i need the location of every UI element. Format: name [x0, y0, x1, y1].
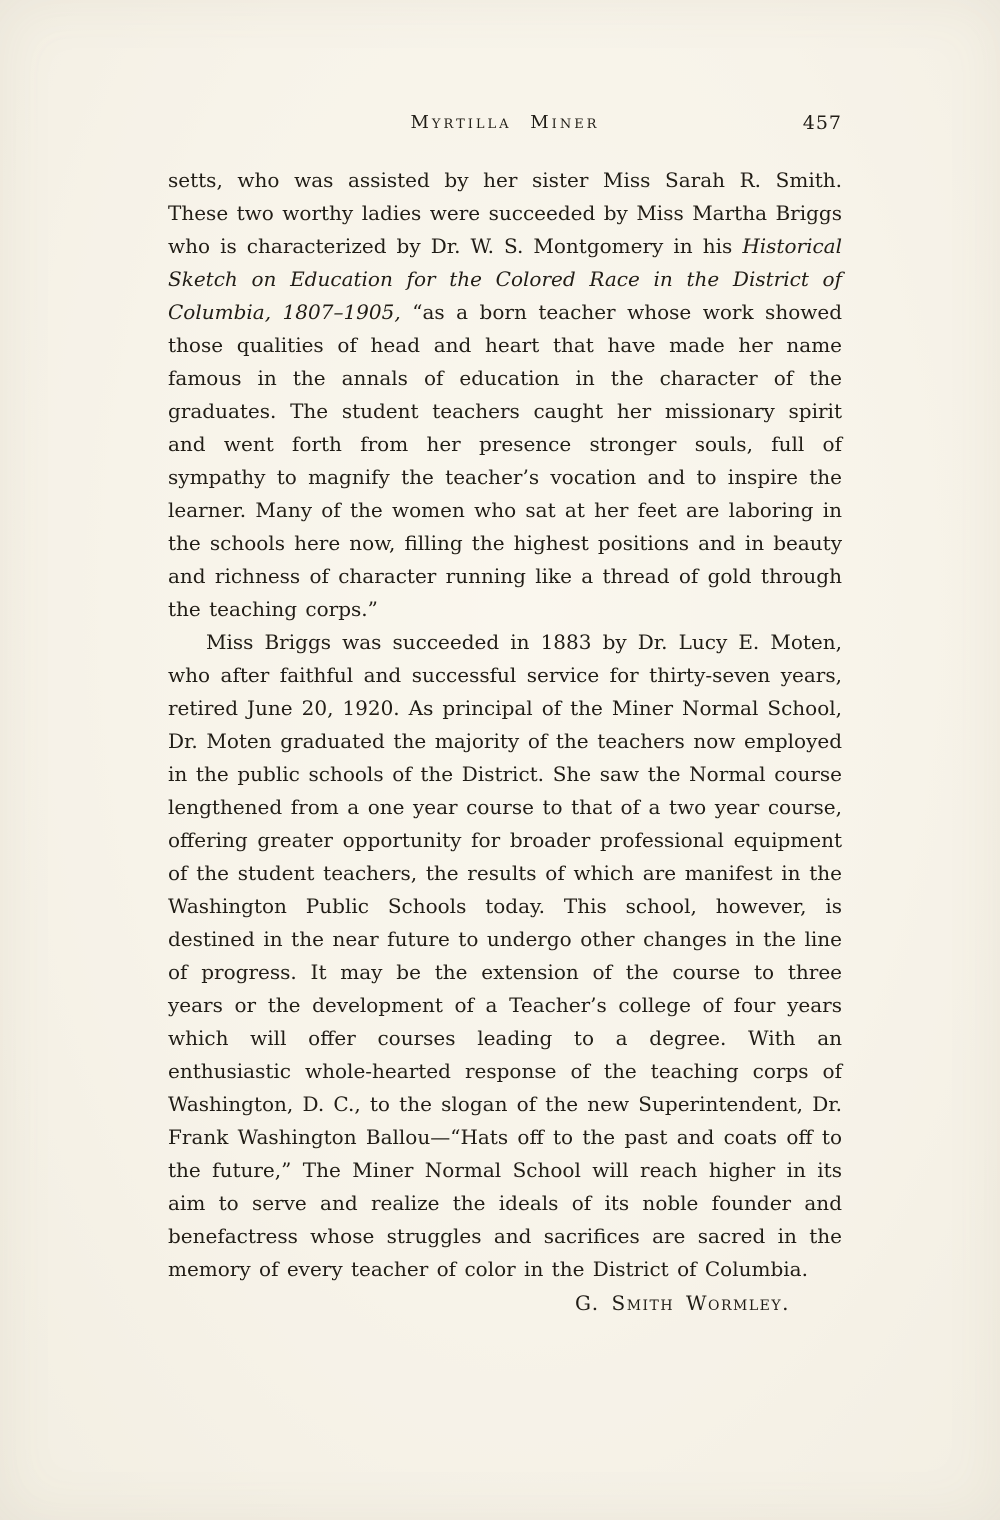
running-header: [168, 112, 842, 146]
text-block: [168, 112, 842, 1320]
book-title-italic: Historical Sketch on Education for the Colored Race in the District of Columbia, 1807–1905,: [168, 234, 842, 324]
running-header-title: Myrtilla Miner: [410, 112, 600, 133]
author-signature: G. Smith Wormley.: [575, 1291, 790, 1315]
page-number: 457: [802, 112, 842, 134]
paragraph-miss-briggs: [168, 626, 842, 1286]
text-run: Miss Briggs was succeeded in 1883 by Dr. Lucy E. Moten, who after faithful and successful service for thirty-seven years, retired June 20, 1920. As principal of the Miner Normal School, Dr. Moten graduated the majority of the teachers now employed in the public schools of the District. She saw the Normal course lengthened from a one year course to that of a two year course, offering greater opportunity for broader professional equipment of the student teachers, the results of which are manifest in the Washington Public Schools today. This school, however, is destined in the near future to undergo other changes in the line of progress. It may be the extension of the course to three years or the development of a Teacher’s college of four years which will offer courses leading to a degree. With an enthusiastic whole-hearted response of the teaching corps of Washington, D. C., to the slogan of the new Superintendent, Dr. Frank Washington Ballou—“Hats off to the past and coats off to the future,” The Miner Normal School will reach higher in its aim to serve and realize the ideals of its noble founder and benefactress whose struggles and sacrifices are sacred in the memory of every teacher of color in the District of Columbia.: [168, 630, 842, 1281]
text-run-lead: setts, who was assisted by her sister Miss Sarah R. Smith. These two worthy ladies were succeeded by Miss Martha Briggs who is characterized by Dr. W. S. Montgomery in his: [168, 168, 842, 258]
text-run-rest: “as a born teacher whose work showed those qualities of head and heart that have made her name famous in the annals of education in the character of the graduates. The student teachers caught her missionary spirit and went forth from her presence stronger souls, full of sympathy to magnify the teacher’s vocation and to inspire the learner. Many of the women who sat at her feet are laboring in the schools here now, filling the highest positions and in beauty and richness of character running like a thread of gold through the teaching corps.”: [168, 300, 842, 621]
paragraph-continuation: [168, 164, 842, 626]
